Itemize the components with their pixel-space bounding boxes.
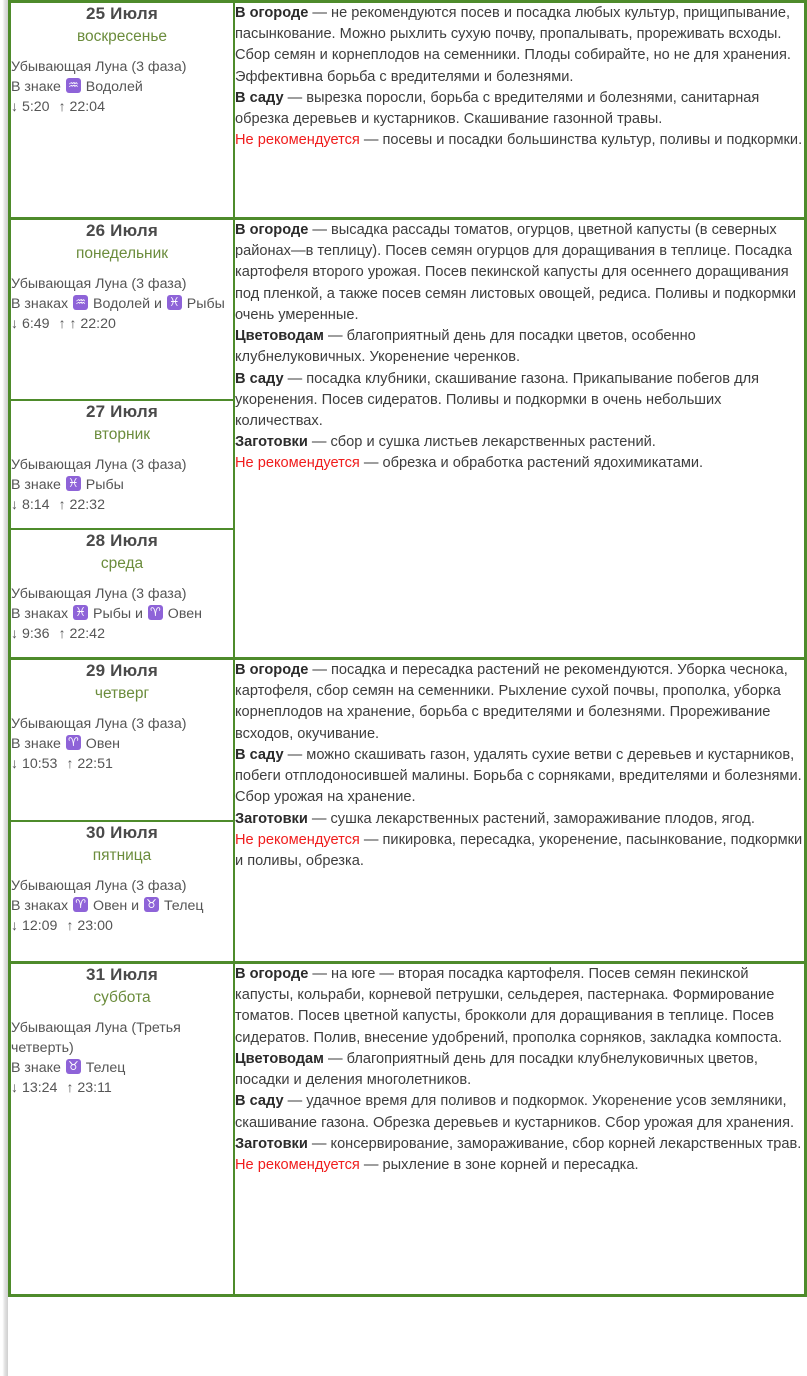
zodiac-sign-name: Рыбы [81, 477, 124, 494]
advice-text [235, 964, 804, 1176]
moon-times [11, 97, 233, 117]
day-weekday: воскресенье [76, 27, 168, 45]
day-weekday: понедельник [75, 244, 169, 262]
day-date: 26 Июля [85, 221, 159, 240]
moonset-time: 6:49 [18, 316, 50, 333]
advice-section-body: — обрезка и обработка растений ядохимикатами. [359, 455, 704, 472]
advice-section-label: В огороде [235, 662, 309, 678]
moon-info [11, 455, 233, 515]
moon-info [11, 584, 233, 644]
moonrise-time: 22:42 [69, 626, 105, 643]
advice-section [235, 660, 804, 745]
advice-section [235, 830, 804, 872]
moonrise-time: 22:51 [77, 756, 113, 773]
zodiac-sign-name: Овен [163, 606, 202, 623]
zodiac-sign-name: Водолей [89, 296, 151, 313]
not-recommended-label: Не рекомендуется [235, 132, 360, 149]
moonrise-arrow-icon: ↑ [58, 315, 70, 332]
moon-info [11, 714, 233, 774]
moon-info [11, 274, 233, 334]
zodiac-sign-icon: ♓ [66, 476, 81, 491]
day-weekday: пятница [92, 846, 152, 864]
advice-section-label: Цветоводам [235, 328, 324, 345]
moon-zodiac-line: В знаке ♓ Рыбы [11, 476, 124, 494]
moonset-time: 9:36 [18, 626, 50, 643]
day-date: 25 Июля [85, 4, 159, 23]
advice-section [235, 3, 804, 88]
zodiac-sign-name: Водолей [81, 79, 143, 96]
moonrise-time: 22:20 [80, 316, 116, 333]
advice-section-body: — вырезка поросли, борьба с вредителями и болезнями, санитарная обрезка деревьев и кустарников. Скашивание газонной травы. [235, 89, 760, 128]
lunar-calendar-container [8, 0, 805, 1297]
day-weekday: вторник [93, 425, 151, 443]
advice-section-body: — не рекомендуются посев и посадка любых культур, прищипывание, пасынкование. Можно рыхлить сухую почву, пропалывать, прореживать всходы. Сбор семян и корнеплодов на семенники. Плоды собирайте, но не для хранения. Эффективна борьба с вредителями и болезнями. [235, 5, 791, 85]
zodiac-sign-icon: ♓ [73, 605, 88, 620]
table-row [10, 219, 806, 401]
advice-section [235, 1091, 804, 1133]
zodiac-sign-icon: ♉ [66, 1059, 81, 1074]
moon-phase: Убывающая Луна (3 фаза) [11, 456, 187, 473]
day-weekday: среда [100, 554, 144, 572]
table-row [10, 2, 806, 219]
day-cell [10, 963, 235, 1296]
advice-section [235, 1134, 804, 1155]
zodiac-sign-name: Рыбы [89, 606, 132, 623]
day-date: 30 Июля [85, 823, 159, 842]
moonrise-arrow-icon: ↑ [58, 496, 70, 513]
lunar-calendar-table [8, 0, 807, 1297]
advice-section [235, 964, 804, 1049]
moon-zodiac-line: В знаке ♉ Телец [11, 1059, 126, 1077]
zodiac-sign-name: Телец [81, 1060, 126, 1077]
advice-section-label: В саду [235, 89, 284, 106]
advice-section-body: — на юге — вторая посадка картофеля. Посев семян пекинской капусты, кольраби, корневой петрушки, сельдерея, пастернака. Формирование томатов. Посев цветной капусты, брокколи для доращивания в теплице. Посев сидератов. Полив, внесение удобрений, прополка сорняков, закладка компоста. [235, 966, 783, 1046]
advice-text [235, 660, 804, 872]
day-cell [10, 400, 235, 529]
not-recommended-label: Не рекомендуется [235, 831, 360, 848]
moon-times [11, 495, 233, 515]
zodiac-sign-name: Рыбы [182, 296, 225, 313]
advice-section-body: — сушка лекарственных растений, замораживание плодов, ягод. [307, 810, 755, 827]
moon-phase: Убывающая Луна (3 фаза) [11, 715, 187, 732]
moon-phase: Убывающая Луна (3 фаза) [11, 58, 187, 75]
moonrise-time: 23:11 [77, 1080, 112, 1097]
day-cell [10, 2, 235, 219]
advice-section [235, 453, 804, 474]
moonset-time: 12:09 [18, 918, 58, 935]
moon-times [11, 624, 233, 644]
moon-info [11, 1018, 233, 1099]
moon-phase: Убывающая Луна (3 фаза) [11, 275, 187, 292]
day-cell [10, 821, 235, 963]
zodiac-sign-icon: ♈ [66, 735, 81, 750]
zodiac-sign-icon: ♉ [144, 897, 159, 912]
advice-section [235, 326, 804, 368]
moonrise-arrow-icon: ↑ [58, 625, 70, 642]
advice-section [235, 88, 804, 130]
moonset-arrow-icon: ↓ [11, 1079, 18, 1096]
moonset-time: 13:24 [18, 1080, 58, 1097]
zodiac-sign-name: Овен [81, 736, 120, 753]
advice-section-body: — рыхление в зоне корней и пересадка. [359, 1156, 639, 1173]
table-row [10, 963, 806, 1296]
advice-section-label: В саду [235, 746, 284, 763]
zodiac-sign-icon: ♈ [73, 897, 88, 912]
moon-phase: Убывающая Луна (3 фаза) [11, 585, 187, 602]
advice-section-body: — удачное время для поливов и подкормок. Укоренение усов земляники, скашивание газона. Обрезка деревьев и кустарников. Сбор урожая для хранения. [235, 1093, 795, 1131]
advice-section-body: — посадка клубники, скашивание газона. Прикапывание побегов для укоренения. Посев сидератов. Поливы и подкормки в очень небольших количествах. [235, 370, 760, 429]
not-recommended-label: Не рекомендуется [235, 1156, 360, 1173]
advice-section-label: В огороде [235, 222, 309, 238]
moon-phase: Убывающая Луна (Третья четверть) [11, 1019, 181, 1057]
advice-section [235, 1155, 804, 1176]
moon-times [11, 916, 233, 936]
day-date: 29 Июля [85, 661, 159, 680]
moon-zodiac-line: В знаке ♒ Водолей [11, 78, 143, 96]
table-row [10, 659, 806, 822]
advice-text [235, 3, 804, 152]
advice-section [235, 1049, 804, 1091]
moonset-arrow-icon: ↓ [11, 496, 18, 513]
moon-info [11, 57, 233, 117]
left-edge-gutter [0, 0, 8, 1376]
moonrise-time: 23:00 [77, 918, 113, 935]
zodiac-sign-name: Овен [89, 898, 128, 915]
moonset-arrow-icon: ↓ [11, 755, 18, 772]
moonrise-time: 22:04 [69, 99, 105, 116]
advice-section [235, 432, 804, 453]
advice-section-label: Заготовки [235, 1135, 308, 1152]
advice-section-label: В саду [235, 370, 284, 387]
moonrise-arrow-icon: ↑ [66, 917, 78, 934]
moonrise-arrow-icon: ↑ [58, 98, 70, 115]
moonrise-arrow-icon: ↑ [69, 315, 81, 332]
advice-section-label: В саду [235, 1093, 284, 1110]
advice-section-label: Заготовки [235, 810, 308, 827]
not-recommended-label: Не рекомендуется [235, 455, 360, 472]
moon-times [11, 314, 233, 334]
moonset-time: 10:53 [18, 756, 58, 773]
advice-text [235, 220, 804, 475]
day-date: 27 Июля [85, 402, 159, 421]
advice-section [235, 130, 804, 151]
advice-section-body: — сбор и сушка листьев лекарственных растений. [307, 434, 656, 451]
zodiac-sign-icon: ♓ [167, 295, 182, 310]
day-date: 31 Июля [85, 965, 159, 984]
advice-section-body: — посадка и пересадка растений не рекомендуются. Уборка чеснока, картофеля, сбор семян на семенники. Рыхление сухой почвы, прополка, уборка корнеплодов на хранение, борьба с вредителями и болезнями. Прореживание всходов, окучивание. [235, 662, 788, 742]
advice-cell [234, 219, 806, 659]
advice-section-body: — посевы и посадки большинства культур, поливы и подкормки. [359, 132, 803, 149]
advice-section-body: — высадка рассады томатов, огурцов, цветной капусты (в северных районах—в теплицу). Посев семян огурцов для доращивания в теплице. Посадка картофеля второго урожая. Посев пекинской капусты для осеннего доращивания под пленкой, а также посев семян листовых овощей, редиса. Поливы и подкормки очень умеренные. [235, 222, 796, 323]
moonrise-arrow-icon: ↑ [66, 1079, 78, 1096]
advice-cell [234, 659, 806, 963]
moonset-arrow-icon: ↓ [11, 315, 18, 332]
zodiac-sign-icon: ♒ [73, 295, 88, 310]
day-weekday: суббота [93, 988, 151, 1006]
moonrise-time: 22:32 [69, 497, 105, 514]
advice-section-label: Цветоводам [235, 1050, 324, 1067]
moon-times [11, 754, 233, 774]
advice-cell [234, 963, 806, 1296]
moon-zodiac-line: В знаках ♈ Овен и ♉ Телец [11, 897, 204, 915]
moonset-time: 5:20 [18, 99, 50, 116]
moonset-arrow-icon: ↓ [11, 625, 18, 642]
day-cell [10, 529, 235, 659]
moonset-time: 8:14 [18, 497, 50, 514]
moon-info [11, 876, 233, 936]
advice-section [235, 745, 804, 809]
day-cell [10, 659, 235, 822]
advice-section-body: — можно скашивать газон, удалять сухие ветви с деревьев и кустарников, побеги отплодоносившей малины. Борьба с сорняками, вредителями и болезнями. Сбор урожая на хранение. [235, 746, 802, 806]
moonset-arrow-icon: ↓ [11, 98, 18, 115]
moon-times [11, 1078, 233, 1098]
advice-section-body: — благоприятный день для посадки клубнелуковичных цветов, посадки и деления многолетников. [235, 1050, 758, 1089]
moonset-arrow-icon: ↓ [11, 917, 18, 934]
day-cell [10, 219, 235, 401]
moonrise-arrow-icon: ↑ [66, 755, 78, 772]
day-weekday: четверг [94, 684, 150, 702]
advice-section-label: Заготовки [235, 434, 308, 451]
advice-section-body: — консервирование, замораживание, сбор корней лекарственных трав. [307, 1135, 802, 1152]
zodiac-sign-icon: ♒ [66, 78, 81, 93]
advice-section-body: — пикировка, пересадка, укоренение, пасынкование, подкормки и поливы, обрезка. [235, 831, 803, 869]
advice-section [235, 369, 804, 433]
advice-section-label: В огороде [235, 5, 309, 21]
advice-section [235, 809, 804, 830]
moon-zodiac-line: В знаках ♓ Рыбы и ♈ Овен [11, 605, 202, 623]
zodiac-sign-name: Телец [160, 898, 204, 915]
advice-section-body: — благоприятный день для посадки цветов, особенно клубнелуковичных. Укоренение черенков. [235, 328, 696, 366]
advice-cell [234, 2, 806, 219]
advice-section [235, 220, 804, 326]
moon-zodiac-line: В знаках ♒ Водолей и ♓ Рыбы [11, 295, 225, 313]
moon-phase: Убывающая Луна (3 фаза) [11, 877, 187, 894]
moon-zodiac-line: В знаке ♈ Овен [11, 735, 120, 753]
day-date: 28 Июля [85, 531, 159, 550]
zodiac-sign-icon: ♈ [148, 605, 163, 620]
advice-section-label: В огороде [235, 966, 309, 982]
